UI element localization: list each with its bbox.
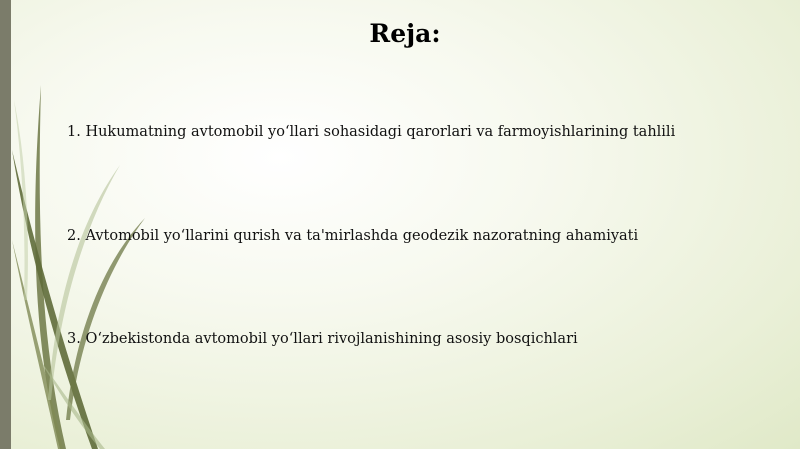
- slide-title: Reja:: [369, 19, 441, 48]
- list-item-2: 2. Avtomobil yo‘llarini qurish va ta'mirlashda geodezik nazoratning ahamiyati: [67, 228, 639, 244]
- list-item-3: 3. O‘zbekistonda avtomobil yo‘llari rivojlanishining asosiy bosqichlari: [67, 331, 578, 347]
- list-item-1: 1. Hukumatning avtomobil yo‘llari sohasidagi qarorlari va farmoyishlarining tahlili: [67, 124, 676, 140]
